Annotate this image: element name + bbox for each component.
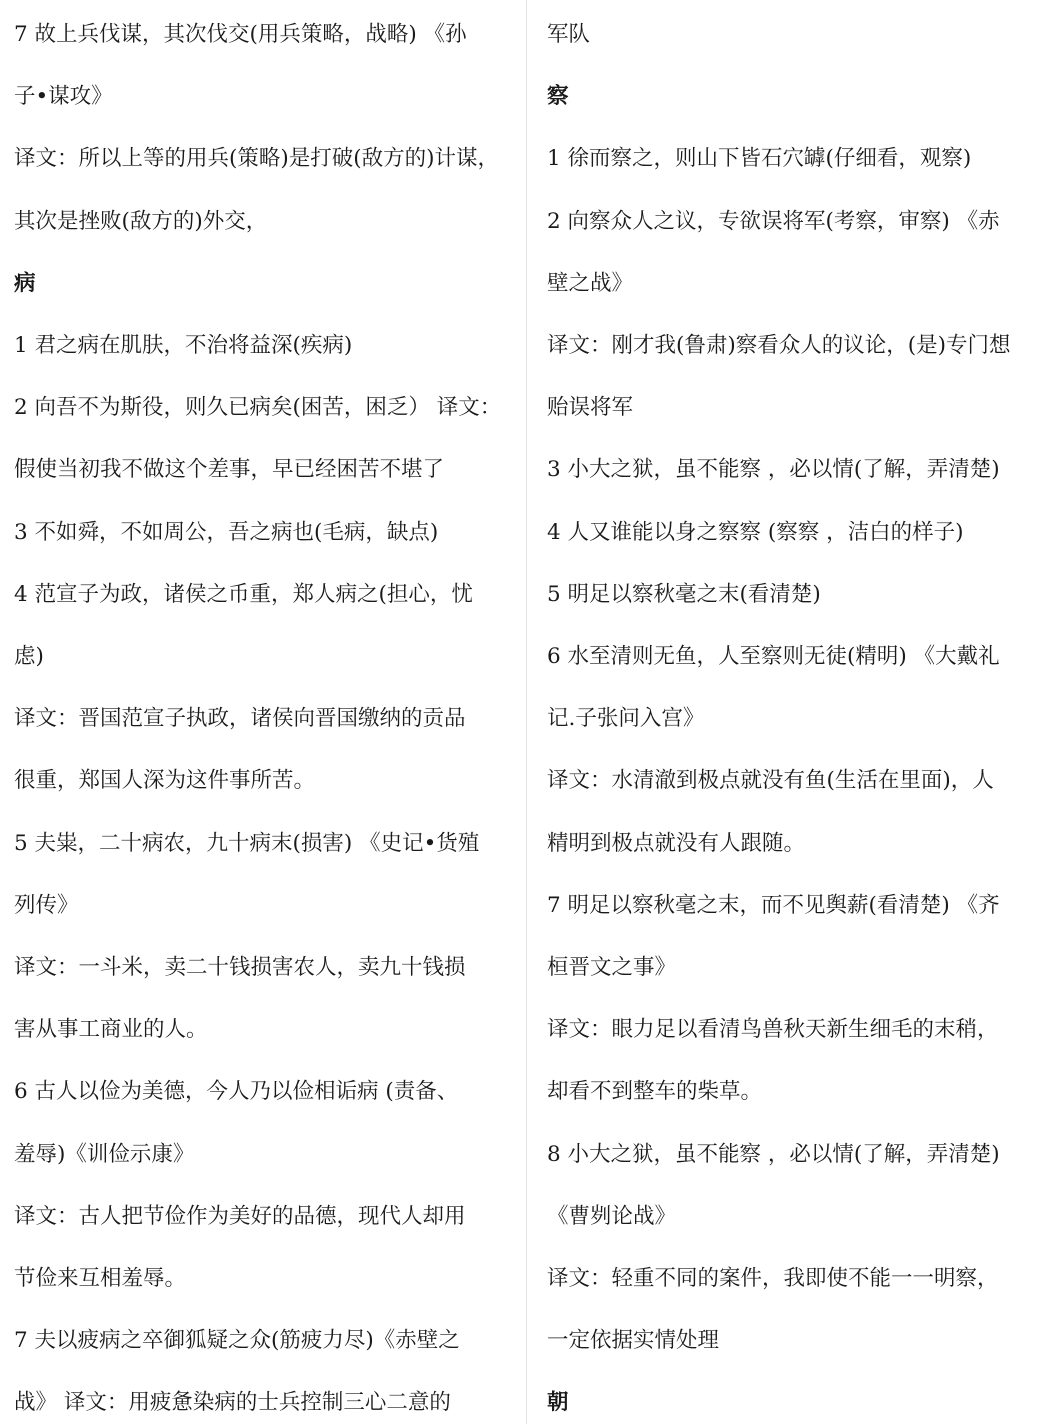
left-column-text-line: 其次是挫败(敌方的)外交， — [14, 208, 268, 234]
right-column-text-line: 6 水至清则无鱼，人至察则无徒(精明) 《大戴礼 — [547, 644, 1000, 669]
right-column-text-line: 《曹刿论战》 — [547, 1203, 677, 1229]
right-column-text-line: 1 徐而察之，则山下皆石穴罅(仔细看，观察) — [547, 146, 972, 172]
right-column-text-line: 壁之战》 — [547, 270, 634, 296]
left-column-text-line: 译文：一斗米，卖二十钱损害农人，卖九十钱损 — [14, 955, 466, 980]
left-column-text-line: 列传》 — [14, 892, 79, 918]
left-column-text-line: 7 夫以疲病之卒御狐疑之众(筋疲力尽)《赤壁之 — [14, 1328, 460, 1354]
left-column-text-line: 1 君之病在肌肤，不治将益深(疾病) — [14, 333, 353, 358]
left-column-section-heading: 病 — [14, 270, 36, 296]
left-column-text-line: 战》 译文：用疲惫染病的士兵控制三心二意的 — [14, 1390, 451, 1416]
right-column-text-line: 记.子张问入宫》 — [547, 706, 705, 732]
right-column-text-line: 7 明足以察秋毫之末，而不见舆薪(看清楚) 《齐 — [547, 892, 1000, 918]
left-column-text-line: 害从事工商业的人。 — [14, 1017, 208, 1043]
right-column-text-line: 2 向察众人之议，专欲误将军(考察，审察) 《赤 — [547, 208, 1000, 234]
right-column-text-line: 译文：眼力足以看清鸟兽秋天新生细毛的末稍， — [547, 1017, 999, 1043]
right-column-text-line: 精明到极点就没有人跟随。 — [547, 830, 806, 856]
right-column-section-heading: 朝 — [547, 1390, 569, 1416]
right-column-text-line: 8 小大之狱，虽不能察 ，必以情(了解，弄清楚) — [547, 1141, 1000, 1167]
left-column-text-line: 很重，郑国人深为这件事所苦。 — [14, 768, 316, 794]
left-column-text-line: 3 不如舜，不如周公，吾之病也(毛病，缺点) — [14, 519, 439, 545]
right-column-text-line: 5 明足以察秋毫之末(看清楚) — [547, 581, 821, 607]
right-column-text-line: 译文：刚才我(鲁肃)察看众人的议论，(是)专门想 — [547, 333, 1011, 358]
left-column-text-line: 6 古人以俭为美德，今人乃以俭相诟病 (责备、 — [14, 1079, 459, 1105]
left-column-text-line: 子•谋攻》 — [14, 84, 113, 110]
left-column-text-line: 7 故上兵伐谋，其次伐交(用兵策略，战略) 《孙 — [14, 22, 467, 47]
left-column-text-line: 2 向吾不为斯役，则久已病矣(困苦，困乏） 译文： — [14, 395, 502, 421]
left-column-text-line: 译文：所以上等的用兵(策略)是打破(敌方的)计谋， — [14, 146, 500, 172]
right-column-text-line: 军队 — [547, 22, 591, 47]
left-column-text-line: 假使当初我不做这个差事，早已经困苦不堪了 — [14, 457, 445, 483]
right-column-text-line: 一定依据实情处理 — [547, 1328, 720, 1354]
right-column — [547, 0, 1047, 1424]
right-column-section-heading: 察 — [547, 84, 569, 110]
left-column-text-line: 5 夫粜，二十病农，九十病末(损害) 《史记•货殖 — [14, 830, 480, 856]
left-column-text-line: 译文：晋国范宣子执政，诸侯向晋国缴纳的贡品 — [14, 706, 466, 732]
left-column-text-line: 译文：古人把节俭作为美好的品德，现代人却用 — [14, 1203, 466, 1229]
left-column-text-line: 虑) — [14, 644, 44, 669]
left-column — [14, 0, 522, 1424]
right-column-text-line: 贻误将军 — [547, 395, 634, 421]
right-column-text-line: 桓晋文之事》 — [547, 955, 677, 980]
right-column-text-line: 译文：水清澈到极点就没有鱼(生活在里面)，人 — [547, 768, 994, 794]
column-divider — [526, 0, 527, 1424]
left-column-text-line: 节俭来互相羞辱。 — [14, 1266, 187, 1291]
right-column-text-line: 4 人又谁能以身之察察 (察察 ，洁白的样子) — [547, 519, 964, 545]
left-column-text-line: 羞辱)《训俭示康》 — [14, 1141, 195, 1167]
right-column-text-line: 3 小大之狱，虽不能察 ，必以情(了解，弄清楚) — [547, 457, 1000, 483]
right-column-text-line: 却看不到整车的柴草。 — [547, 1079, 763, 1105]
left-column-text-line: 4 范宣子为政，诸侯之币重，郑人病之(担心，忧 — [14, 581, 473, 607]
right-column-text-line: 译文：轻重不同的案件，我即使不能一一明察， — [547, 1266, 999, 1291]
